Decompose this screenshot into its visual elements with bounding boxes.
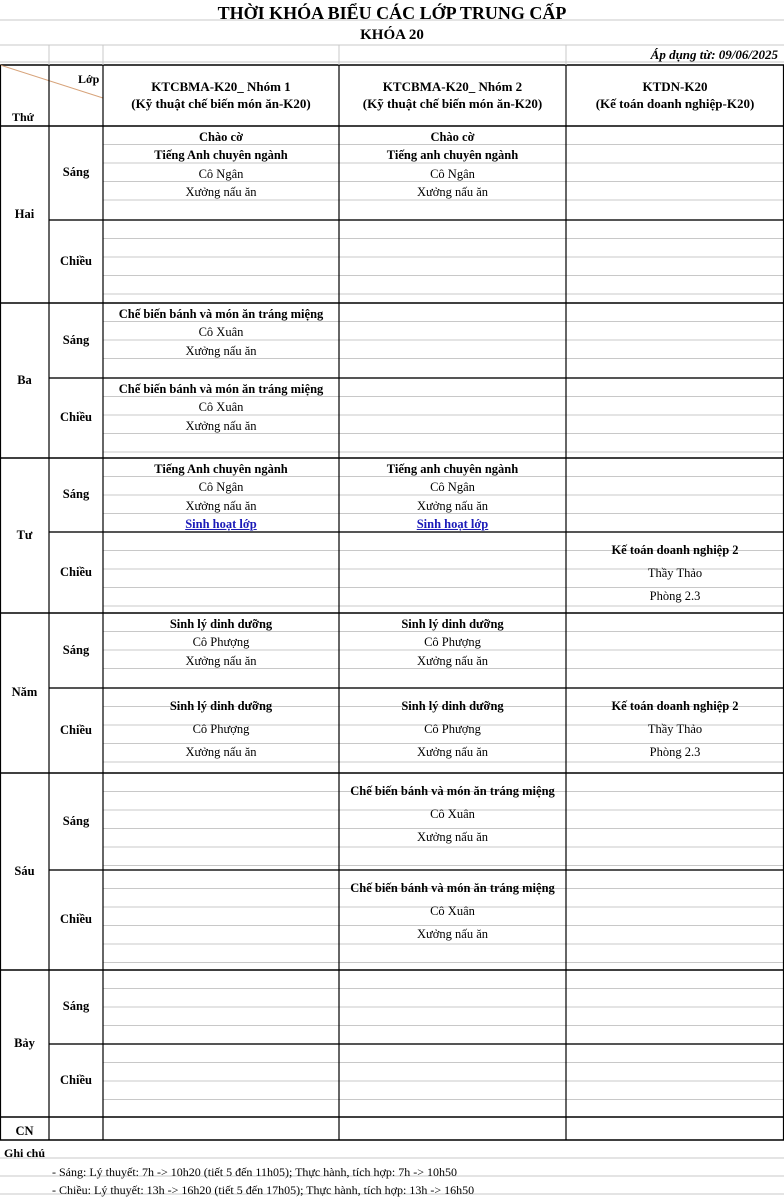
cell-detail: Cô Ngân — [430, 166, 475, 181]
subject-name: Kế toán doanh nghiệp 2 — [611, 543, 739, 557]
class-column-header — [103, 78, 339, 112]
session-label: Sáng — [62, 813, 90, 828]
cell-detail: Xưởng nấu ăn — [416, 745, 488, 759]
page-title: THỜI KHÓA BIỂU CÁC LỚP TRUNG CẤP — [217, 3, 567, 23]
day-label: Hai — [14, 206, 35, 221]
cell-detail: Xưởng nấu ăn — [185, 653, 257, 668]
day-label: Tư — [16, 527, 33, 542]
session-label: Chiều — [60, 912, 92, 926]
cell-detail: Xưởng nấu ăn — [185, 418, 257, 433]
cell-detail: Sinh hoạt lớp — [185, 516, 257, 531]
applied-date: Áp dụng từ: 09/06/2025 — [650, 47, 778, 62]
day-label-cn: CN — [15, 1124, 34, 1138]
session-label: Sáng — [62, 487, 90, 501]
cell-detail: Cô Phượng — [424, 722, 481, 736]
notes-label: Ghi chú — [4, 1146, 46, 1160]
cell-detail: Xưởng nấu ăn — [416, 498, 488, 513]
cell-detail: Xưởng nấu ăn — [416, 830, 488, 844]
session-label: Sáng — [62, 999, 90, 1013]
cell-detail: Xưởng nấu ăn — [185, 745, 257, 759]
cell-detail: Tiếng anh chuyên ngành — [386, 148, 519, 163]
session-label: Chiều — [60, 1072, 92, 1087]
class-column-header — [339, 78, 566, 112]
cell-detail: Cô Phượng — [192, 635, 250, 650]
cell-detail: Thầy Thảo — [647, 566, 703, 580]
corner-class-label: Lớp — [78, 72, 100, 86]
subject-name: Chế biến bánh và món ăn tráng miệng — [118, 307, 324, 321]
subject-name: Sinh lý dinh dưỡng — [169, 617, 273, 631]
cell-detail: Thầy Thảo — [647, 722, 703, 736]
subject-name: Sinh lý dinh dưỡng — [401, 699, 504, 713]
day-label: Sáu — [14, 863, 35, 878]
session-label: Sáng — [62, 165, 90, 179]
session-label: Sáng — [62, 332, 90, 347]
session-label: Chiều — [60, 722, 92, 737]
corner-day-label: Thứ — [12, 110, 34, 124]
session-label: Chiều — [60, 253, 92, 268]
cell-detail: Xưởng nấu ăn — [416, 927, 488, 941]
session-label: Chiều — [60, 410, 92, 424]
cell-detail: Cô Phượng — [192, 722, 250, 736]
session-label: Sáng — [62, 642, 90, 657]
subject-name: Chế biến bánh và món ăn tráng miệng — [350, 784, 555, 798]
subject-name: Tiếng anh chuyên ngành — [386, 462, 519, 476]
class-name: (Kỹ thuật chế biến món ăn-K20) — [362, 96, 543, 111]
cell-detail: Cô Xuân — [430, 807, 475, 821]
cell-detail: Cô Ngân — [430, 480, 475, 495]
class-name: (Kỹ thuật chế biến món ăn-K20) — [131, 96, 311, 111]
cell-detail: Xưởng nấu ăn — [416, 184, 488, 199]
cell-detail: Phòng 2.3 — [649, 589, 701, 603]
cell-detail: Xưởng nấu ăn — [185, 343, 257, 358]
page-subtitle: KHÓA 20 — [360, 27, 424, 43]
subject-name: Chào cờ — [430, 130, 475, 144]
subject-name: Chế biến bánh và món ăn tráng miệng — [350, 881, 555, 895]
cell-detail: Cô Xuân — [198, 400, 244, 415]
subject-name: Chào cờ — [198, 130, 244, 144]
session-label: Chiều — [60, 564, 92, 579]
day-label: Bảy — [14, 1035, 35, 1050]
cell-detail: Sinh hoạt lớp — [416, 516, 489, 531]
day-label: Ba — [17, 372, 32, 387]
cell-detail: Cô Phượng — [424, 635, 481, 650]
cell-detail: Xưởng nấu ăn — [185, 184, 257, 199]
class-code: KTDN-K20 — [642, 79, 708, 94]
note-line-morning: - Sáng: Lý thuyết: 7h -> 10h20 (tiết 5 đến 11h05); Thực hành, tích hợp: 7h -> 10h50 — [52, 1165, 457, 1179]
class-column-header — [566, 78, 784, 112]
class-name: (Kế toán doanh nghiệp-K20) — [595, 96, 755, 111]
day-label: Năm — [11, 685, 38, 699]
subject-name: Sinh lý dinh dưỡng — [401, 617, 504, 631]
subject-name: Chế biến bánh và món ăn tráng miệng — [118, 382, 324, 396]
cell-detail: Tiếng Anh chuyên ngành — [154, 148, 288, 163]
note-line-afternoon: - Chiều: Lý thuyết: 13h -> 16h20 (tiết 5 đến 17h05); Thực hành, tích hợp: 13h -> 16h50 — [52, 1183, 475, 1197]
subject-name: Sinh lý dinh dưỡng — [169, 699, 273, 713]
class-code: KTCBMA-K20_ Nhóm 2 — [382, 79, 523, 94]
subject-name: Kế toán doanh nghiệp 2 — [611, 699, 739, 713]
subject-name: Tiếng Anh chuyên ngành — [154, 462, 288, 476]
cell-detail: Cô Ngân — [198, 166, 244, 181]
cell-detail: Xưởng nấu ăn — [416, 653, 488, 668]
cell-detail: Xưởng nấu ăn — [185, 498, 257, 513]
cell-detail: Cô Xuân — [198, 325, 244, 340]
cell-detail: Phòng 2.3 — [649, 745, 701, 759]
class-code: KTCBMA-K20_ Nhóm 1 — [151, 79, 291, 94]
cell-detail: Cô Ngân — [198, 480, 244, 495]
cell-detail: Cô Xuân — [430, 904, 475, 918]
